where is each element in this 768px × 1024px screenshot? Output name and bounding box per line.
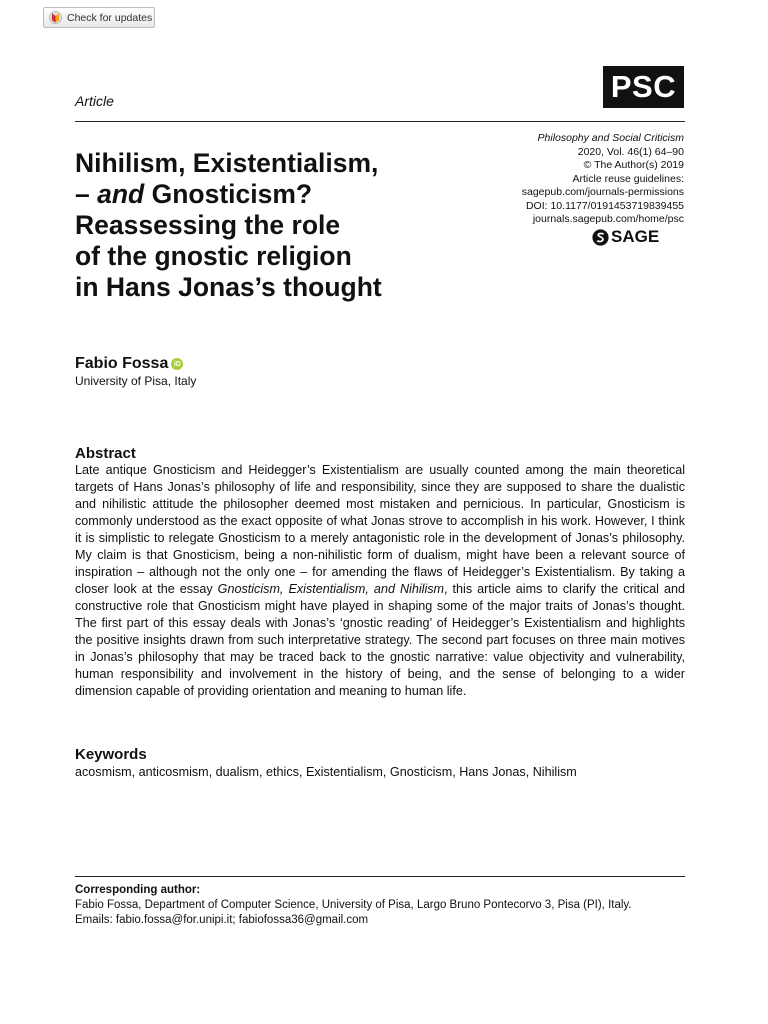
journal-info	[522, 132, 684, 227]
sage-logo	[592, 227, 685, 247]
crossmark-icon	[49, 11, 62, 24]
check-for-updates-label: Check for updates	[67, 11, 153, 24]
check-for-updates-button[interactable]	[43, 7, 155, 28]
permissions-link[interactable]: sagepub.com/journals-permissions	[521, 186, 684, 198]
title-line-4: of the gnostic religion	[75, 241, 352, 271]
footer-rule	[75, 876, 685, 877]
title-dash: –	[75, 179, 98, 209]
doi[interactable]: DOI: 10.1177/0191453719839455	[525, 199, 684, 212]
journal-homepage-link[interactable]: journals.sagepub.com/home/psc	[532, 213, 684, 225]
corresponding-emails[interactable]: Emails: fabio.fossa@for.unipi.it; fabiofossa36@gmail.com	[75, 914, 369, 926]
author-name	[75, 355, 183, 373]
sage-wordmark: SAGE	[611, 227, 660, 246]
journal-logo: PSC	[603, 66, 684, 108]
keywords-heading: Keywords	[75, 746, 147, 763]
title-line-1: Nihilism, Existentialism,	[75, 148, 379, 178]
abstract-part-2: , this article aims to clarify the critical and constructive role that Gnosticism might have played in shaping some of the major traits of Jonas’s thought. The first part of this essay deals with Jonas’s ‘gnostic reading’ of Heidegger’s Existentialism and highlights the positive insights drawn from such interpretative strategy. The second part focuses on three main motives in Jonas’s philosophy that may be traced back to the gnostic narrative: value objectivity and vulnerability, human responsibility and involvement in the history of being, and the sense of belonging to a wider dimension capable of providing orientation and meaning to human life.	[75, 582, 685, 698]
article-title	[75, 148, 455, 303]
title-line-3: Reassessing the role	[75, 210, 341, 240]
abstract-part-1: Late antique Gnosticism and Heidegger’s Existentialism are usually counted among the main theoretical targets of Hans Jonas’s philosophy of life and responsibility, since they are supposed to share the dualistic and nihilistic attitude the philosopher deemed most mistaken and pernicious. In particular, Gnosticism is commonly understood as the exact opposite of what Jonas strove to accomplish in his work. However, I think it is simplistic to relegate Gnosticism to a merely antagonistic role in the development of Jonas’s philosophy. My claim is that Gnosticism, being a non-nihilistic form of dualism, might have been a relevant source of inspiration – although not the only one – for amending the flaws of Heidegger’s Existentialism. By taking a closer look at the essay	[75, 463, 685, 596]
sage-s-icon	[592, 229, 609, 246]
abstract-heading: Abstract	[75, 445, 136, 462]
orcid-icon[interactable]: iD	[171, 358, 183, 370]
corresponding-address: Fabio Fossa, Department of Computer Science, University of Pisa, Largo Bruno Pontecorvo 3, Pisa (PI), Italy.	[75, 899, 632, 911]
title-and: and	[97, 179, 145, 209]
journal-volume: 2020, Vol. 46(1) 64–90	[577, 145, 684, 158]
corresponding-author	[75, 883, 632, 928]
corresponding-label: Corresponding author:	[75, 884, 201, 896]
journal-name: Philosophy and Social Criticism	[537, 132, 684, 144]
author-affiliation: University of Pisa, Italy	[75, 374, 197, 388]
title-line-2	[75, 179, 455, 210]
copyright: © The Author(s) 2019	[583, 159, 684, 171]
abstract-body	[75, 462, 685, 700]
reuse-guidelines: Article reuse guidelines:	[572, 172, 684, 185]
keywords-list: acosmism, anticosmism, dualism, ethics, Existentialism, Gnosticism, Hans Jonas, Nihilism	[75, 765, 577, 779]
title-line-5: in Hans Jonas’s thought	[75, 272, 382, 302]
author-name-text: Fabio Fossa	[75, 355, 169, 372]
essay-title: Gnosticism, Existentialism, and Nihilism	[217, 582, 445, 596]
header-rule	[75, 121, 685, 122]
title-gnosticism: Gnosticism?	[144, 179, 313, 209]
article-type: Article	[75, 93, 114, 109]
